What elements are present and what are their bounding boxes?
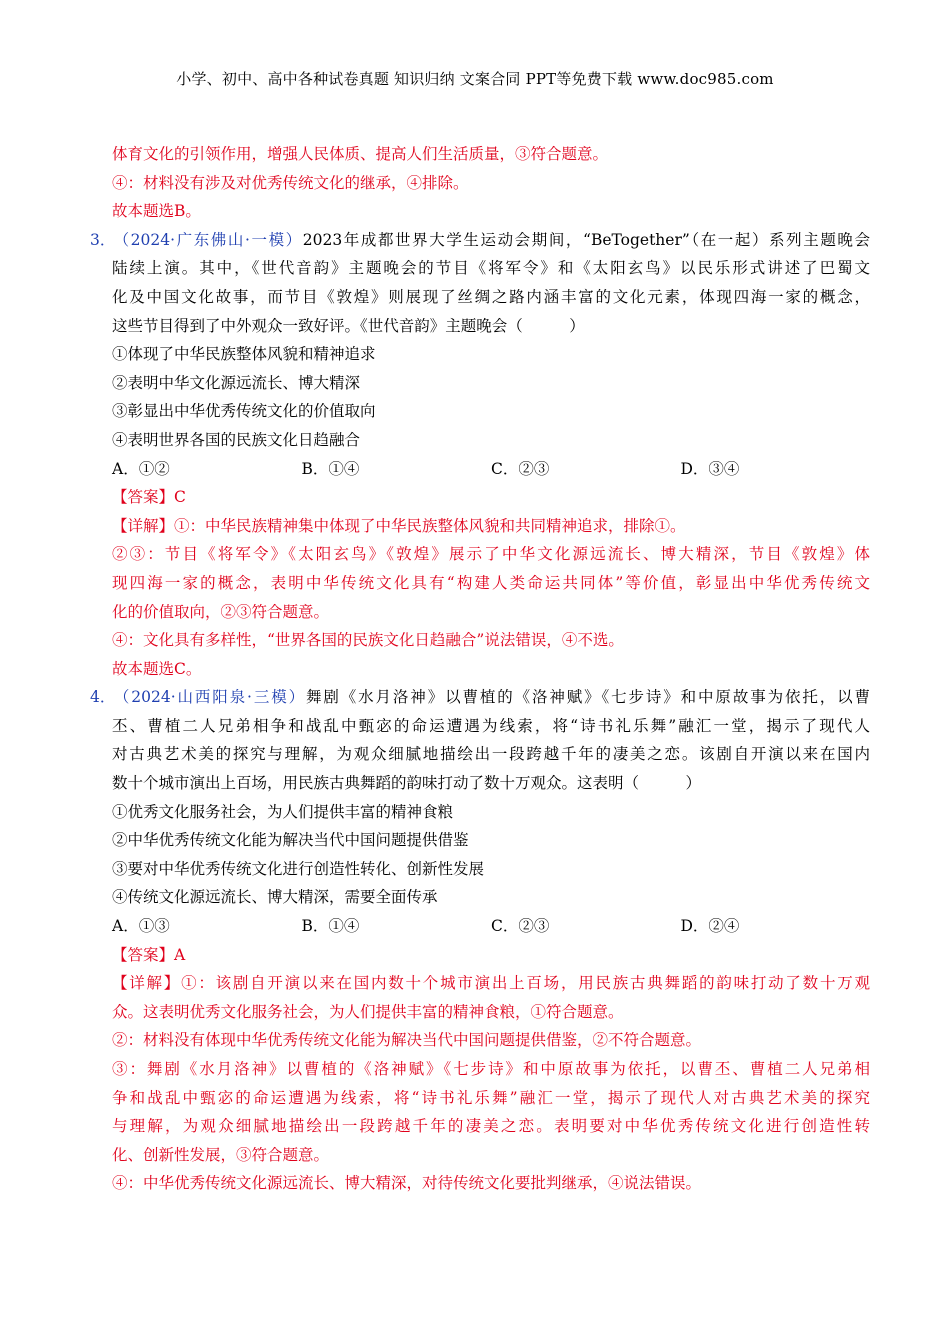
- q4-detail-line: ②：材料没有体现中华优秀传统文化能为解决当代中国问题提供借鉴，②不符合题意。: [112, 1031, 702, 1050]
- q4-source: （2024·山西阳泉·三模）: [112, 688, 307, 707]
- q3-item: ④表明世界各国的民族文化日趋融合: [112, 430, 361, 449]
- prev-detail-line: 体育文化的引领作用，增强人民体质、提高人们生活质量，③符合题意。: [112, 145, 609, 163]
- q4-detail-line: 众。这表明优秀文化服务社会，为人们提供丰富的精神食粮，①符合题意。: [112, 1002, 624, 1021]
- q4-option-d: D．②④: [680, 917, 740, 936]
- q3-options: [90, 455, 870, 484]
- q3-item: ③彰显出中华优秀传统文化的价值取向: [112, 402, 376, 421]
- q4-option-b: B．①④: [301, 917, 360, 936]
- q3-stem-text: 2023年成都世界大学生运动会期间，“BeTogether”（在一起）系列主题晚会: [302, 230, 870, 249]
- q3-stem-line: 化及中国文化故事，而节目《敦煌》则展现了丝绸之路内涵丰富的文化元素，体现四海一家的概念，: [112, 287, 870, 306]
- q3-stem-line: [90, 226, 870, 255]
- q3-detail-line: 化的价值取向，②③符合题意。: [112, 602, 330, 621]
- q3-detail-line: 现四海一家的概念，表明中华传统文化具有“构建人类命运共同体”等价值，彰显出中华优秀传统文: [112, 573, 870, 592]
- q3-number: 3．: [90, 230, 116, 249]
- q4-item: ③要对中华优秀传统文化进行创造性转化、创新性发展: [112, 859, 485, 878]
- q3-option-d: D．③④: [680, 459, 740, 478]
- q3-detail-line: ④：文化具有多样性，“世界各国的民族文化日趋融合”说法错误，④不选。: [112, 631, 624, 650]
- q4-stem-line: 丕、曹植二人兄弟相争和战乱中甄宓的命运遭遇为线索，将“诗书礼乐舞”融汇一堂，揭示了现代人: [112, 716, 870, 735]
- q3-detail-line: ②③：节目《将军令》《太阳玄鸟》《敦煌》展示了中华文化源远流长、博大精深，节目《敦煌》体: [112, 545, 870, 564]
- q4-number: 4．: [90, 688, 116, 707]
- q3-stem-line: 这些节目得到了中外观众一致好评。《世代音韵》主题晚会（ ）: [112, 316, 585, 335]
- q3-item: ①体现了中华民族整体风貌和精神追求: [112, 345, 376, 364]
- q3-option-c: C．②③: [491, 459, 550, 478]
- prev-detail-line: ④：材料没有涉及对优秀传统文化的继承，④排除。: [112, 173, 469, 192]
- q4-option-c: C．②③: [491, 917, 550, 936]
- q3-detail-line: 【详解】①：中华民族精神集中体现了中华民族整体风貌和共同精神追求，排除①。: [112, 516, 686, 535]
- prev-conclusion: 故本题选B。: [112, 202, 201, 221]
- q4-detail-line: ③：舞剧《水月洛神》以曹植的《洛神赋》《七步诗》和中原故事为依托，以曹丕、曹植二人兄弟相: [112, 1060, 870, 1078]
- q4-detail-line: 【详解】①：该剧自开演以来在国内数十个城市演出上百场，用民族古典舞蹈的韵味打动了数十万观: [112, 974, 870, 993]
- q4-option-a: A．①③: [112, 917, 170, 936]
- q4-detail-line: 与理解，为观众细腻地描绘出一段跨越千年的凄美之恋。表明要对中华优秀传统文化进行创造性转: [112, 1117, 870, 1136]
- q4-options: [90, 912, 870, 941]
- q4-item: ②中华优秀传统文化能为解决当代中国问题提供借鉴: [112, 831, 469, 850]
- q3-option-a: A．①②: [112, 459, 170, 478]
- q4-detail-line: 化、创新性发展，③符合题意。: [112, 1145, 330, 1164]
- q3-conclusion: 故本题选C。: [112, 659, 202, 678]
- q3-stem-line: 陆续上演。其中，《世代音韵》主题晚会的节目《将军令》和《太阳玄鸟》以民乐形式讲述了巴蜀文: [112, 259, 870, 278]
- q3-answer: 【答案】C: [112, 488, 186, 507]
- page-header: 小学、初中、高中各种试卷真题 知识归纳 文案合同 PPT等免费下载 www.doc985.com: [176, 70, 774, 88]
- q4-stem-line: 数十个城市演出上百场，用民族古典舞蹈的韵味打动了数十万观众。这表明（ ）: [112, 774, 702, 793]
- q3-source: （2024·广东佛山·一模）: [112, 230, 303, 249]
- document-body: [90, 140, 870, 1198]
- q3-option-b: B．①④: [301, 459, 360, 478]
- q4-stem-line: [90, 683, 870, 712]
- q4-item: ④传统文化源远流长、博大精深，需要全面传承: [112, 888, 438, 907]
- q4-answer: 【答案】A: [112, 945, 186, 964]
- q4-detail-line: 争和战乱中甄宓的命运遭遇为线索，将“诗书礼乐舞”融汇一堂，揭示了现代人对古典艺术美的探究: [112, 1088, 870, 1107]
- q4-item: ①优秀文化服务社会，为人们提供丰富的精神食粮: [112, 802, 454, 821]
- q3-item: ②表明中华文化源远流长、博大精深: [112, 373, 361, 392]
- q4-detail-line: ④：中华优秀传统文化源远流长、博大精深，对待传统文化要批判继承，④说法错误。: [112, 1174, 702, 1193]
- q4-stem-text: 舞剧《水月洛神》以曹植的《洛神赋》《七步诗》和中原故事为依托，以曹: [306, 688, 870, 707]
- q4-stem-line: 对古典艺术美的探究与理解，为观众细腻地描绘出一段跨越千年的凄美之恋。该剧自开演以来在国内: [112, 745, 870, 764]
